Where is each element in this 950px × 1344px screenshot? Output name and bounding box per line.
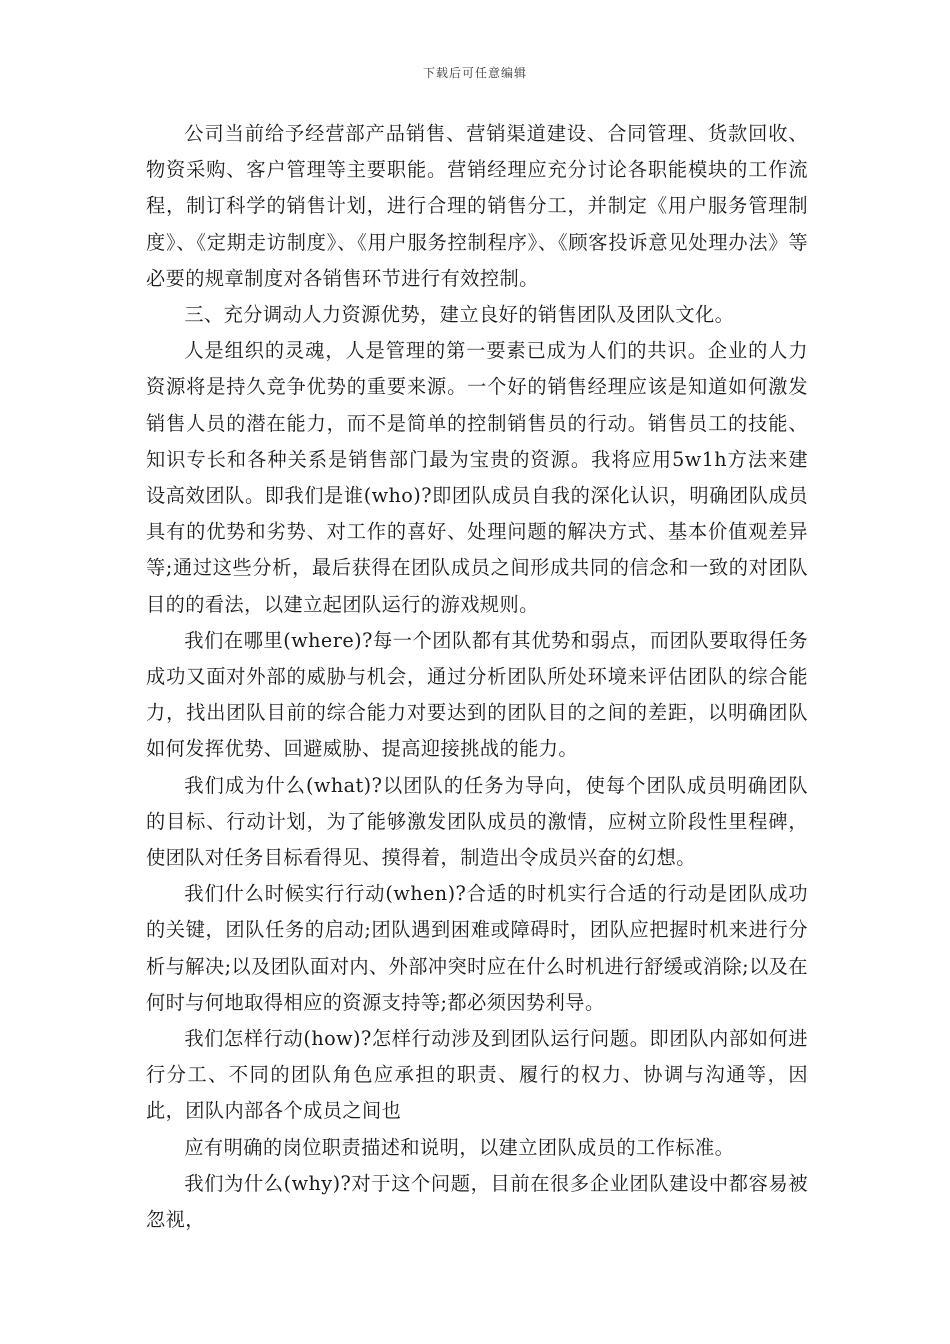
document-body xyxy=(146,116,808,1238)
paragraph-why: 我们为什么(why)?对于这个问题，目前在很多企业团队建设中都容易被忽视， xyxy=(146,1171,808,1232)
paragraph-where: 我们在哪里(where)?每一个团队都有其优势和弱点，而团队要取得任务成功又面对外部的威胁与机会，通过分析团队所处环境来评估团队的综合能力，找出团队目前的综合能力对要达到的团队目的之间的差距，以明确团队如何发挥优势、回避威胁、提高迎接挑战的能力。 xyxy=(146,628,808,761)
paragraph-job-description: 应有明确的岗位职责描述和说明，以建立团队成员的工作标准。 xyxy=(184,1135,735,1159)
paragraph-what: 我们成为什么(what)?以团队的任务为导向，使每个团队成员明确团队的目标、行动计划，为了能够激发团队成员的激情，应树立阶段性里程碑，使团队对任务目标看得见、摸得着，制造出令成员兴奋的幻想。 xyxy=(146,773,808,870)
paragraph-when: 我们什么时候实行行动(when)?合适的时机实行合适的行动是团队成功的关键，团队任务的启动;团队遇到困难或障碍时，团队应把握时机来进行分析与解决;以及团队面对内、外部冲突时应在什么时机进行舒缓或消除;以及在何时与何地取得相应的资源支持等;都必须因势利导。 xyxy=(146,882,808,1014)
page-header: 下载后可任意编辑 xyxy=(422,66,527,80)
paragraph-how: 我们怎样行动(how)?怎样行动涉及到团队运行问题。即团队内部如何进行分工、不同的团队角色应承担的职责、履行的权力、协调与沟通等，因此，团队内部各个成员之间也 xyxy=(146,1027,808,1123)
section-heading-team: 三、充分调动人力资源优势，建立良好的销售团队及团队文化。 xyxy=(184,303,735,327)
paragraph-human-resources: 人是组织的灵魂，人是管理的第一要素已成为人们的共识。企业的人力资源将是持久竞争优势的重要来源。一个好的销售经理应该是知道如何激发销售人员的潜在能力，而不是简单的控制销售员的行动。销售员工的技能、知识专长和各种关系是销售部门最为宝贵的资源。我将应用5w1h方法来建设高效团队。即我们是谁(who)?即团队成员自我的深化认识，明确团队成员具有的优势和劣势、对工作的喜好、处理问题的解决方式、基本价值观差异等;通过这些分析，最后获得在团队成员之间形成共同的信念和一致的对团队目的的看法，以建立起团队运行的游戏规则。 xyxy=(146,339,808,616)
paragraph-responsibilities: 公司当前给予经营部产品销售、营销渠道建设、合同管理、货款回收、物资采购、客户管理等主要职能。营销经理应充分讨论各职能模块的工作流程，制订科学的销售计划，进行合理的销售分工，并制定《用户服务管理制度》、《定期走访制度》、《用户服务控制程序》、《顾客投诉意见处理办法》等必要的规章制度对各销售环节进行有效控制。 xyxy=(146,122,808,290)
